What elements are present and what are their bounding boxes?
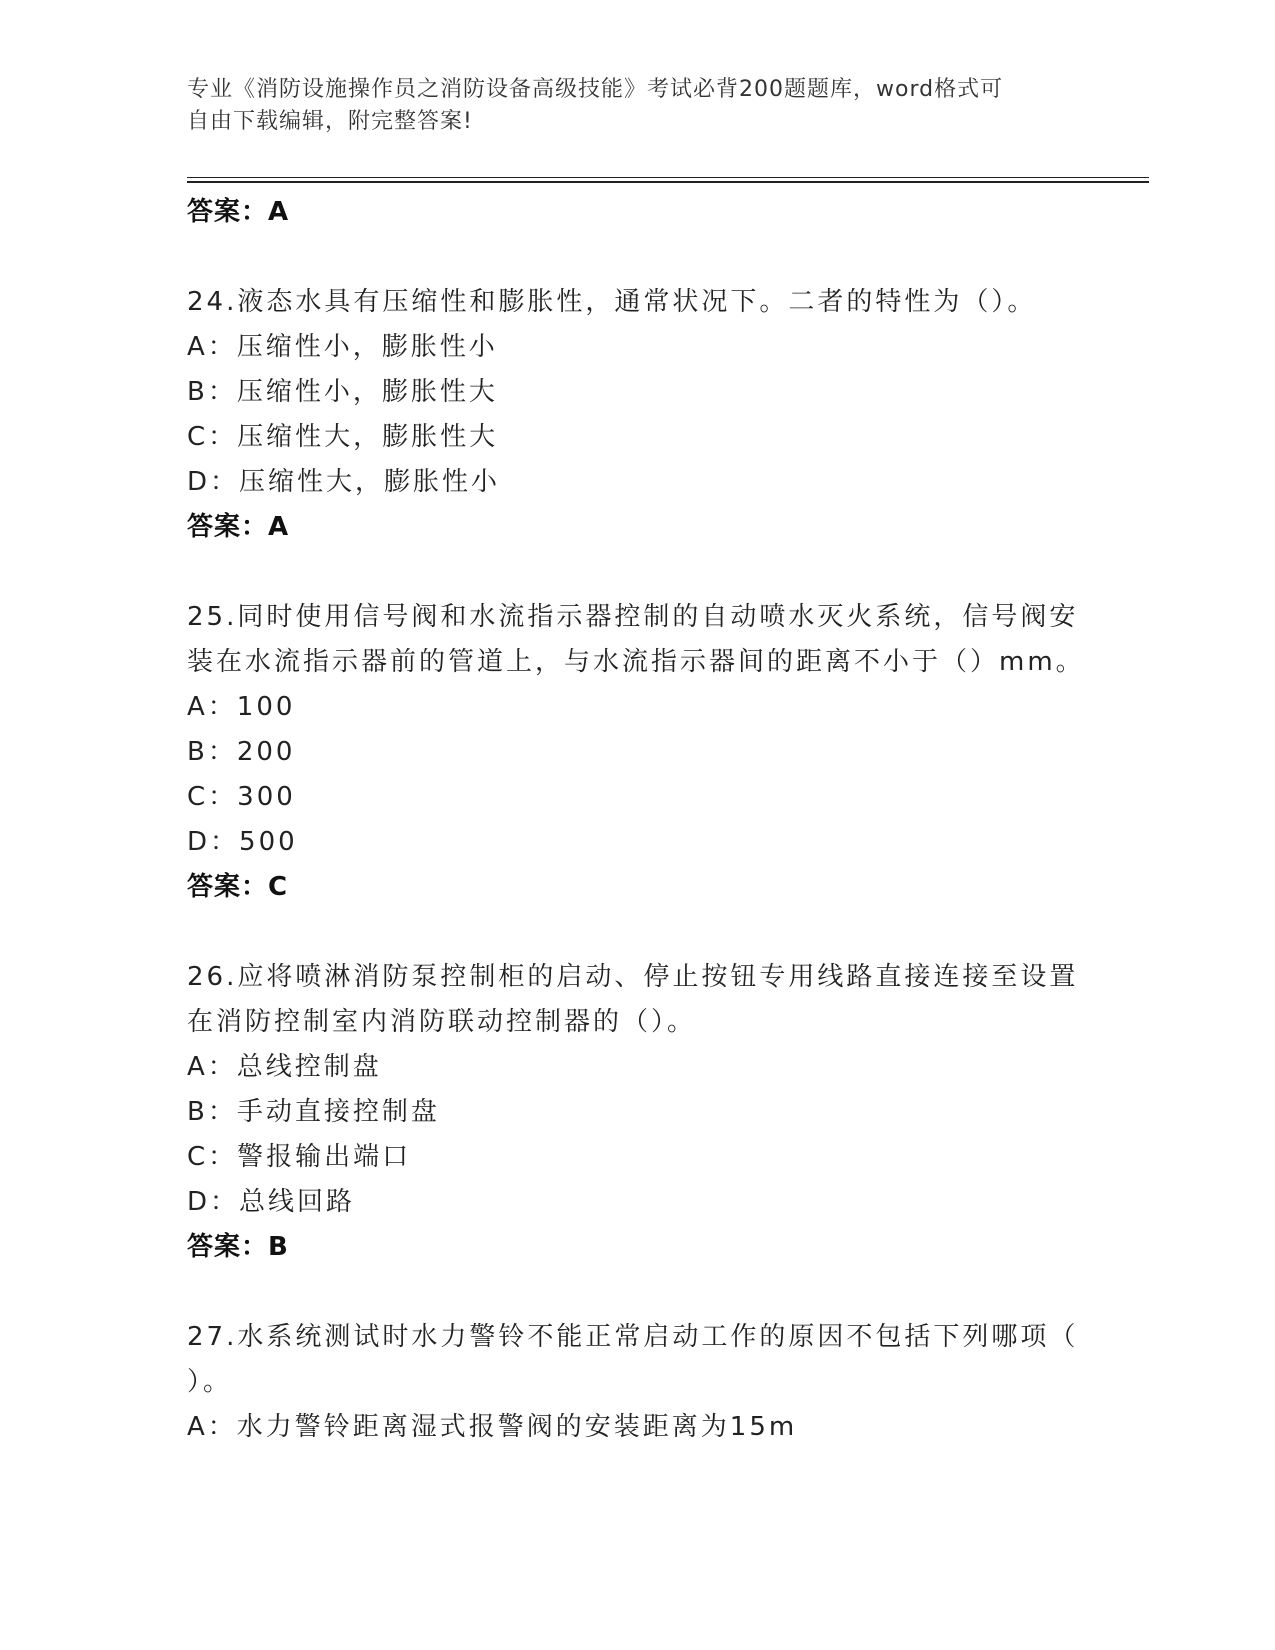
header-divider-thick	[187, 181, 1149, 183]
option-d: D：500	[187, 827, 298, 857]
option-b: B：压缩性小，膨胀性大	[187, 377, 498, 407]
answer-line: 答案：A	[187, 512, 290, 542]
question-block	[187, 955, 1087, 1270]
header-line-2: 自由下载编辑，附完整答案!	[187, 109, 473, 134]
option-b: B：手动直接控制盘	[187, 1097, 440, 1127]
option-d: D：总线回路	[187, 1187, 356, 1217]
option-d: D：压缩性大，膨胀性小	[187, 467, 501, 497]
option-a: A：总线控制盘	[187, 1052, 382, 1082]
question-text-continued: 装在水流指示器前的管道上，与水流指示器间的距离不小于（）mm。	[187, 647, 1085, 677]
option-b: B：200	[187, 737, 296, 767]
option-a: A：100	[187, 692, 296, 722]
question-text: 27.水系统测试时水力警铃不能正常启动工作的原因不包括下列哪项（	[187, 1322, 1079, 1352]
question-block	[187, 1315, 1087, 1450]
question-text-continued: ）。	[187, 1367, 233, 1397]
question-block	[187, 595, 1087, 910]
header-divider-thin	[187, 177, 1149, 178]
question-text-continued: 在消防控制室内消防联动控制器的（）。	[187, 1007, 697, 1037]
answer-line: 答案：C	[187, 872, 289, 902]
spacer	[187, 235, 1087, 280]
question-text: 26.应将喷淋消防泵控制柜的启动、停止按钮专用线路直接连接至设置	[187, 962, 1079, 992]
spacer	[187, 910, 1087, 955]
answer-line: 答案：A	[187, 197, 290, 227]
answer-line: 答案：B	[187, 1232, 289, 1262]
spacer	[187, 1270, 1087, 1315]
option-c: C：压缩性大，膨胀性大	[187, 422, 499, 452]
option-c: C：300	[187, 782, 296, 812]
option-c: C：警报输出端口	[187, 1142, 412, 1172]
question-list	[187, 190, 1087, 1450]
option-a: A：水力警铃距离湿式报警阀的安装距离为15m	[187, 1412, 798, 1442]
question-text: 25.同时使用信号阀和水流指示器控制的自动喷水灭火系统，信号阀安	[187, 602, 1079, 632]
question-text: 24.液态水具有压缩性和膨胀性，通常状况下。二者的特性为（）。	[187, 287, 1037, 317]
spacer	[187, 550, 1087, 595]
document-header	[187, 74, 1087, 138]
header-line-1: 专业《消防设施操作员之消防设备高级技能》考试必背200题题库，word格式可	[187, 77, 1004, 102]
option-a: A：压缩性小，膨胀性小	[187, 332, 498, 362]
question-block	[187, 280, 1087, 550]
